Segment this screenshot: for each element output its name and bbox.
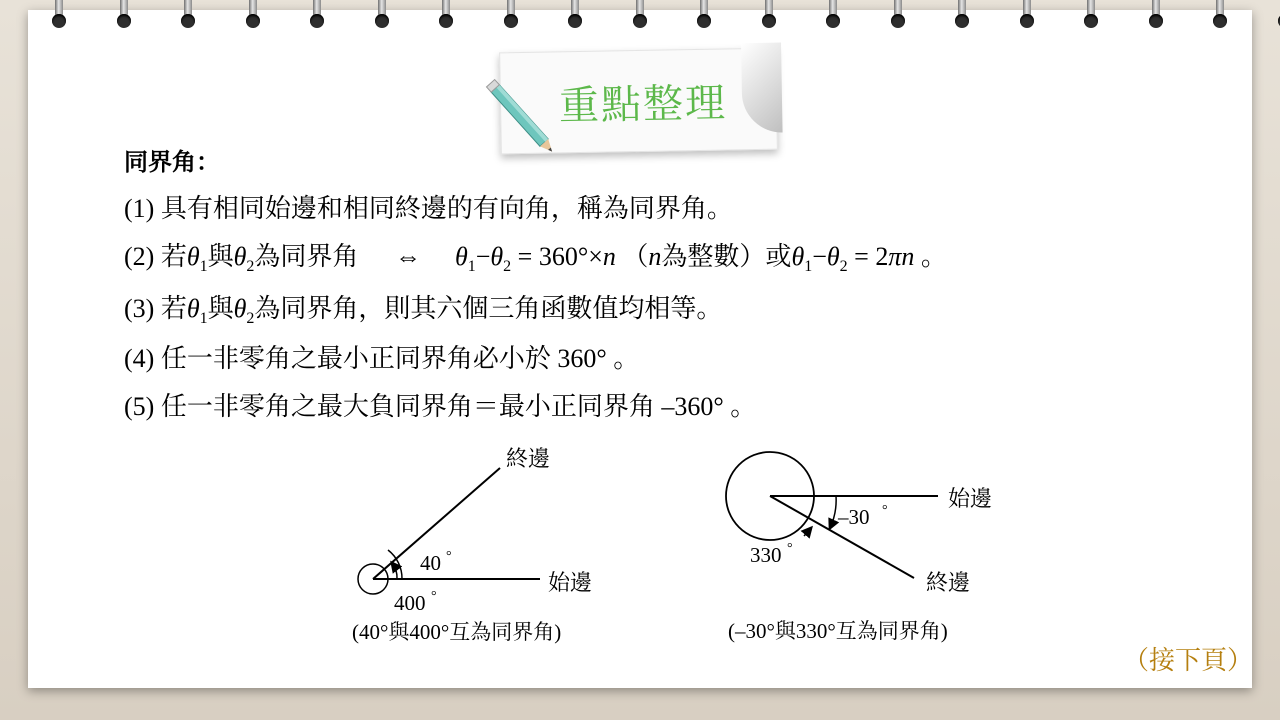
text: 。	[920, 242, 947, 271]
theta: θ	[490, 242, 504, 271]
variable: n	[901, 242, 915, 271]
item-number: (5)	[124, 392, 155, 421]
terminal-label: 終邊	[926, 570, 971, 595]
subscript: 1	[467, 258, 476, 276]
theta: θ	[186, 242, 200, 271]
variable: n	[648, 242, 662, 271]
theta: θ	[454, 242, 468, 271]
item-5	[124, 386, 756, 423]
binding-ring	[375, 0, 389, 28]
subscript: 1	[199, 258, 208, 276]
theta: θ	[826, 242, 840, 271]
binding-ring	[117, 0, 131, 28]
item-4	[124, 338, 639, 375]
binding-ring	[826, 0, 840, 28]
binding-ring	[762, 0, 776, 28]
spiral-binding	[0, 0, 1280, 40]
item-number: (4)	[124, 344, 155, 373]
equivalence-symbol: ⇔	[394, 242, 421, 271]
page-curl	[741, 43, 783, 134]
binding-ring	[504, 0, 518, 28]
binding-ring	[310, 0, 324, 28]
theta: θ	[233, 294, 247, 323]
theta: θ	[186, 294, 200, 323]
binding-ring	[246, 0, 260, 28]
caption-left: (40°與400°互為同界角)	[352, 620, 562, 644]
degree-symbol: °	[787, 541, 793, 556]
section-heading: 同界角：	[124, 148, 220, 176]
item-number: (1)	[124, 194, 155, 223]
item-2	[124, 236, 947, 276]
degree-symbol: °	[882, 503, 888, 518]
angle-label-40: 40	[420, 551, 441, 575]
text: 與	[207, 294, 234, 323]
text: 為同界角，則其六個三角函數值均相等。	[254, 294, 723, 323]
angle-label-neg30: –30	[838, 505, 870, 529]
subscript: 2	[503, 258, 512, 276]
theta: θ	[791, 242, 805, 271]
binding-ring	[891, 0, 905, 28]
binding-ring	[955, 0, 969, 28]
subscript: 2	[246, 258, 255, 276]
angle-label-330: 330	[750, 543, 782, 567]
terminal-label: 終邊	[506, 446, 551, 471]
item-number: (3)	[124, 294, 155, 323]
angle-arrow-330	[804, 528, 811, 536]
angle-label-400: 400	[394, 591, 426, 615]
text: 與	[207, 242, 234, 271]
text: 為整數）或	[661, 242, 792, 271]
degree-symbol: °	[431, 589, 437, 604]
item-text: 具有相同始邊和相同終邊的有向角，稱為同界角。	[160, 194, 733, 223]
page-title: 重點整理	[558, 80, 728, 130]
text: （	[622, 242, 649, 271]
subscript: 1	[804, 258, 813, 276]
subscript: 1	[199, 310, 208, 328]
text: 若	[160, 294, 187, 323]
binding-ring	[1084, 0, 1098, 28]
binding-ring	[439, 0, 453, 28]
initial-label: 始邊	[948, 486, 993, 511]
initial-label: 始邊	[548, 570, 593, 595]
operator: −	[812, 242, 827, 271]
equation-text: = 360°×	[511, 242, 603, 271]
binding-ring	[1213, 0, 1227, 28]
continued-next-page: （接下頁）	[1123, 646, 1254, 676]
binding-ring	[697, 0, 711, 28]
angle-arc-40	[392, 563, 397, 579]
binding-ring	[1149, 0, 1163, 28]
item-number: (2)	[124, 242, 155, 271]
diagram-neg30-330	[716, 450, 1016, 650]
text: 若	[160, 242, 187, 271]
binding-ring	[181, 0, 195, 28]
item-3	[124, 288, 722, 328]
item-1	[124, 188, 733, 225]
theta: θ	[233, 242, 247, 271]
diagram-40-400	[340, 438, 640, 653]
item-text: 任一非零角之最小正同界角必小於 360° 。	[160, 344, 640, 373]
caption-right: (–30°與330°互為同界角)	[728, 619, 948, 643]
binding-ring	[52, 0, 66, 28]
pi-symbol: π	[888, 242, 902, 271]
angle-arc-neg30	[830, 496, 836, 528]
subscript: 2	[246, 310, 255, 328]
equation-text: = 2	[847, 242, 889, 271]
text: 為同界角	[254, 242, 359, 271]
subscript: 2	[839, 258, 848, 276]
binding-ring	[568, 0, 582, 28]
binding-ring	[1020, 0, 1034, 28]
binding-ring	[633, 0, 647, 28]
degree-symbol: °	[446, 549, 452, 564]
item-text: 任一非零角之最大負同界角＝最小正同界角 –360° 。	[160, 392, 757, 421]
pencil-icon	[478, 74, 568, 166]
variable: n	[602, 242, 616, 271]
operator: −	[475, 242, 491, 271]
